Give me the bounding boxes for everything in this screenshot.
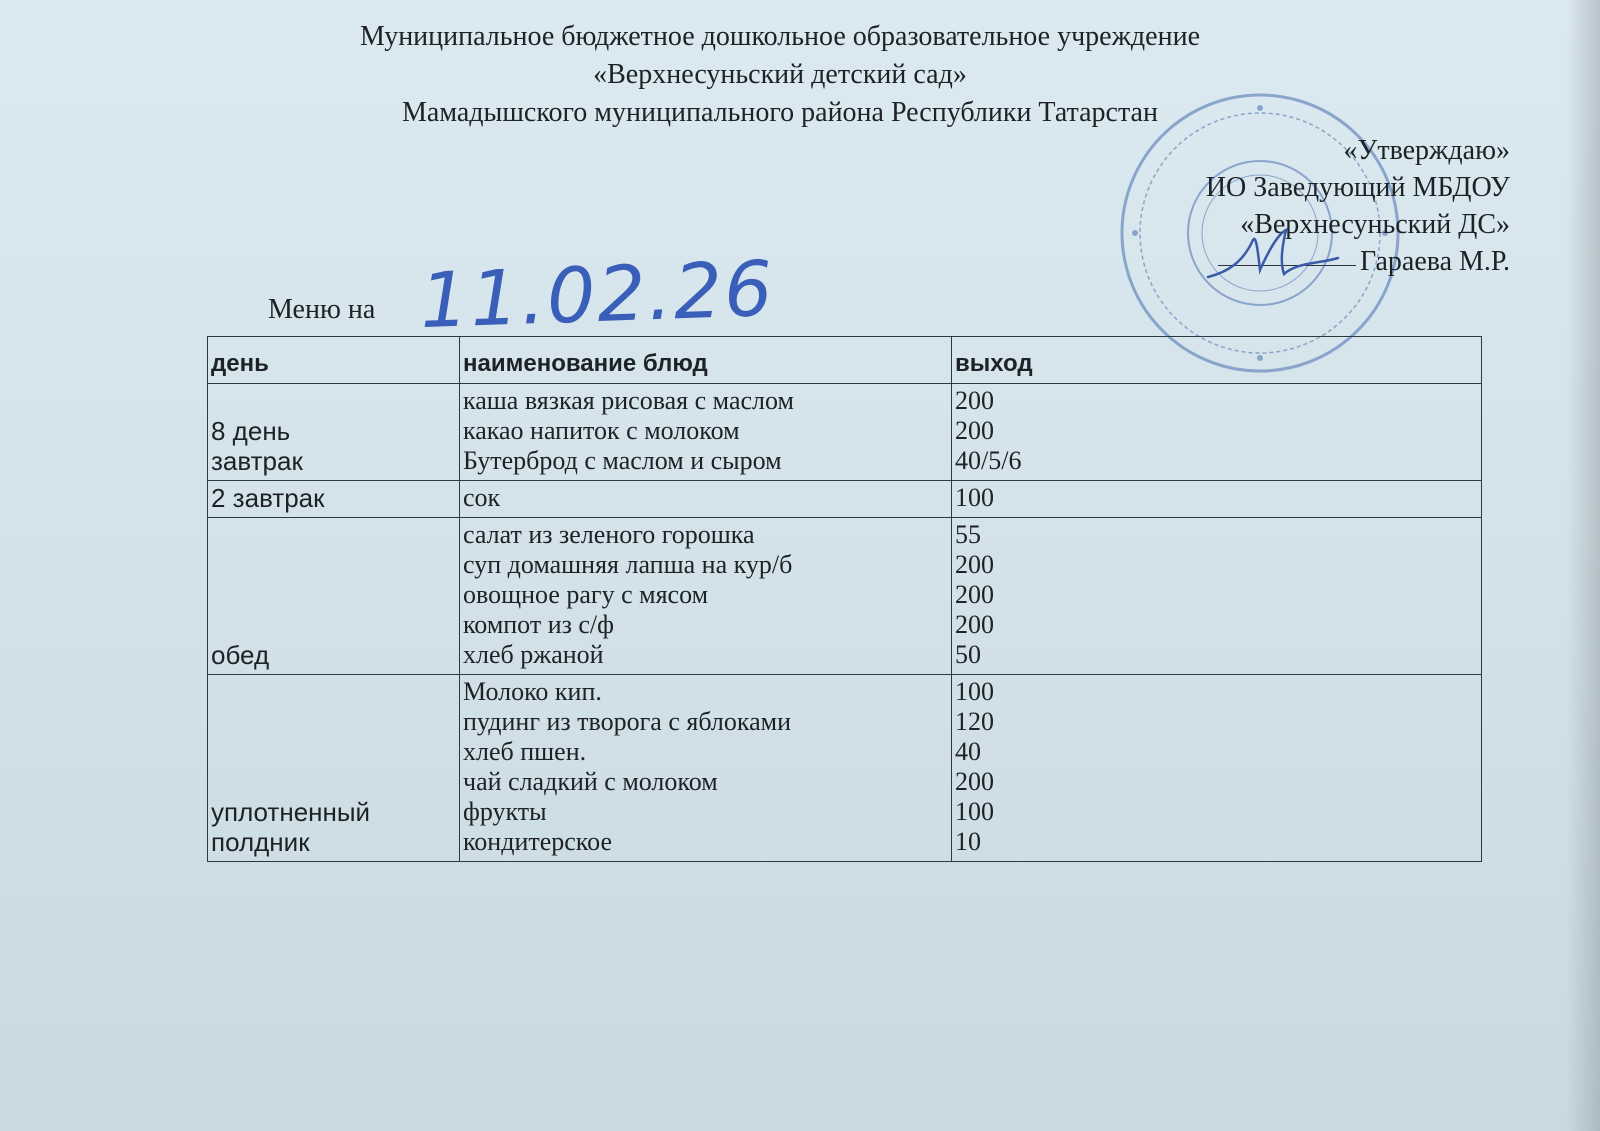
dishes-cell [460,481,952,518]
table-row [208,675,1482,862]
header-line-3: Мамадышского муниципального района Республики Татарстан [402,97,1158,128]
approval-position: ИО Заведующий МБДОУ [1205,172,1510,203]
dish-item: фрукты [463,797,547,826]
menu-date-handwritten: 11.02.26 [418,243,776,346]
dish-item: салат из зеленого горошка [463,520,755,549]
output-value: 200 [955,580,994,609]
dish-item: Молоко кип. [463,677,602,706]
header-line-2: «Верхнесуньский детский сад» [593,59,967,90]
approval-organization: «Верхнесуньский ДС» [1240,209,1510,240]
header-day: день [208,337,460,384]
output-value: 50 [955,640,981,669]
output-value: 100 [955,797,994,826]
dish-item: чай сладкий с молоком [463,767,718,796]
approval-name: Гараева М.Р. [1359,246,1510,277]
output-value: 40 [955,737,981,766]
output-value: 100 [955,677,994,706]
output-value: 200 [955,416,994,445]
dish-item: хлеб пшен. [463,737,587,766]
output-value: 10 [955,827,981,856]
dish-item: каша вязкая рисовая с маслом [463,386,794,415]
dish-item: суп домашняя лапша на кур/б [463,550,793,579]
dish-item: овощное рагу с мясом [463,580,709,609]
meal-label: уплотненный [211,797,371,827]
header-output: выход [952,337,1482,384]
output-value: 120 [955,707,994,736]
output-value: 40/5/6 [955,446,1022,475]
meal-label: 2 завтрак [211,483,325,513]
header-line-1: Муниципальное бюджетное дошкольное образовательное учреждение [360,21,1200,52]
table-row [208,481,1482,518]
output-value: 100 [955,483,994,512]
menu-label: Меню на [268,294,376,325]
handwritten-signature [1198,222,1348,292]
dish-item: пудинг из творога с яблоками [463,707,792,736]
meal-cell [208,675,460,862]
dish-item: какао напиток с молоком [463,416,740,445]
outputs-cell [952,518,1482,675]
dish-item: компот из с/ф [463,610,614,639]
table-header-row [208,337,1482,384]
dishes-cell [460,518,952,675]
meal-label: полдник [211,827,310,857]
dish-item: Бутерброд с маслом и сыром [463,446,782,475]
header-dish-name: наименование блюд [460,337,952,384]
outputs-cell [952,675,1482,862]
meal-cell [208,384,460,481]
approval-title: «Утверждаю» [1343,135,1510,166]
output-value: 200 [955,386,994,415]
table-row [208,384,1482,481]
outputs-cell [952,384,1482,481]
dishes-cell [460,384,952,481]
output-value: 200 [955,610,994,639]
dishes-cell [460,675,952,862]
page-edge-shadow [1566,0,1600,1131]
menu-table [207,336,1482,862]
meal-label: 8 день [211,416,291,446]
meal-label: завтрак [211,446,303,476]
output-value: 200 [955,767,994,796]
meal-label: обед [211,640,270,670]
dish-item: сок [463,483,501,512]
table-row [208,518,1482,675]
meal-cell [208,481,460,518]
outputs-cell [952,481,1482,518]
output-value: 200 [955,550,994,579]
dish-item: кондитерское [463,827,612,856]
output-value: 55 [955,520,981,549]
dish-item: хлеб ржаной [463,640,604,669]
meal-cell [208,518,460,675]
